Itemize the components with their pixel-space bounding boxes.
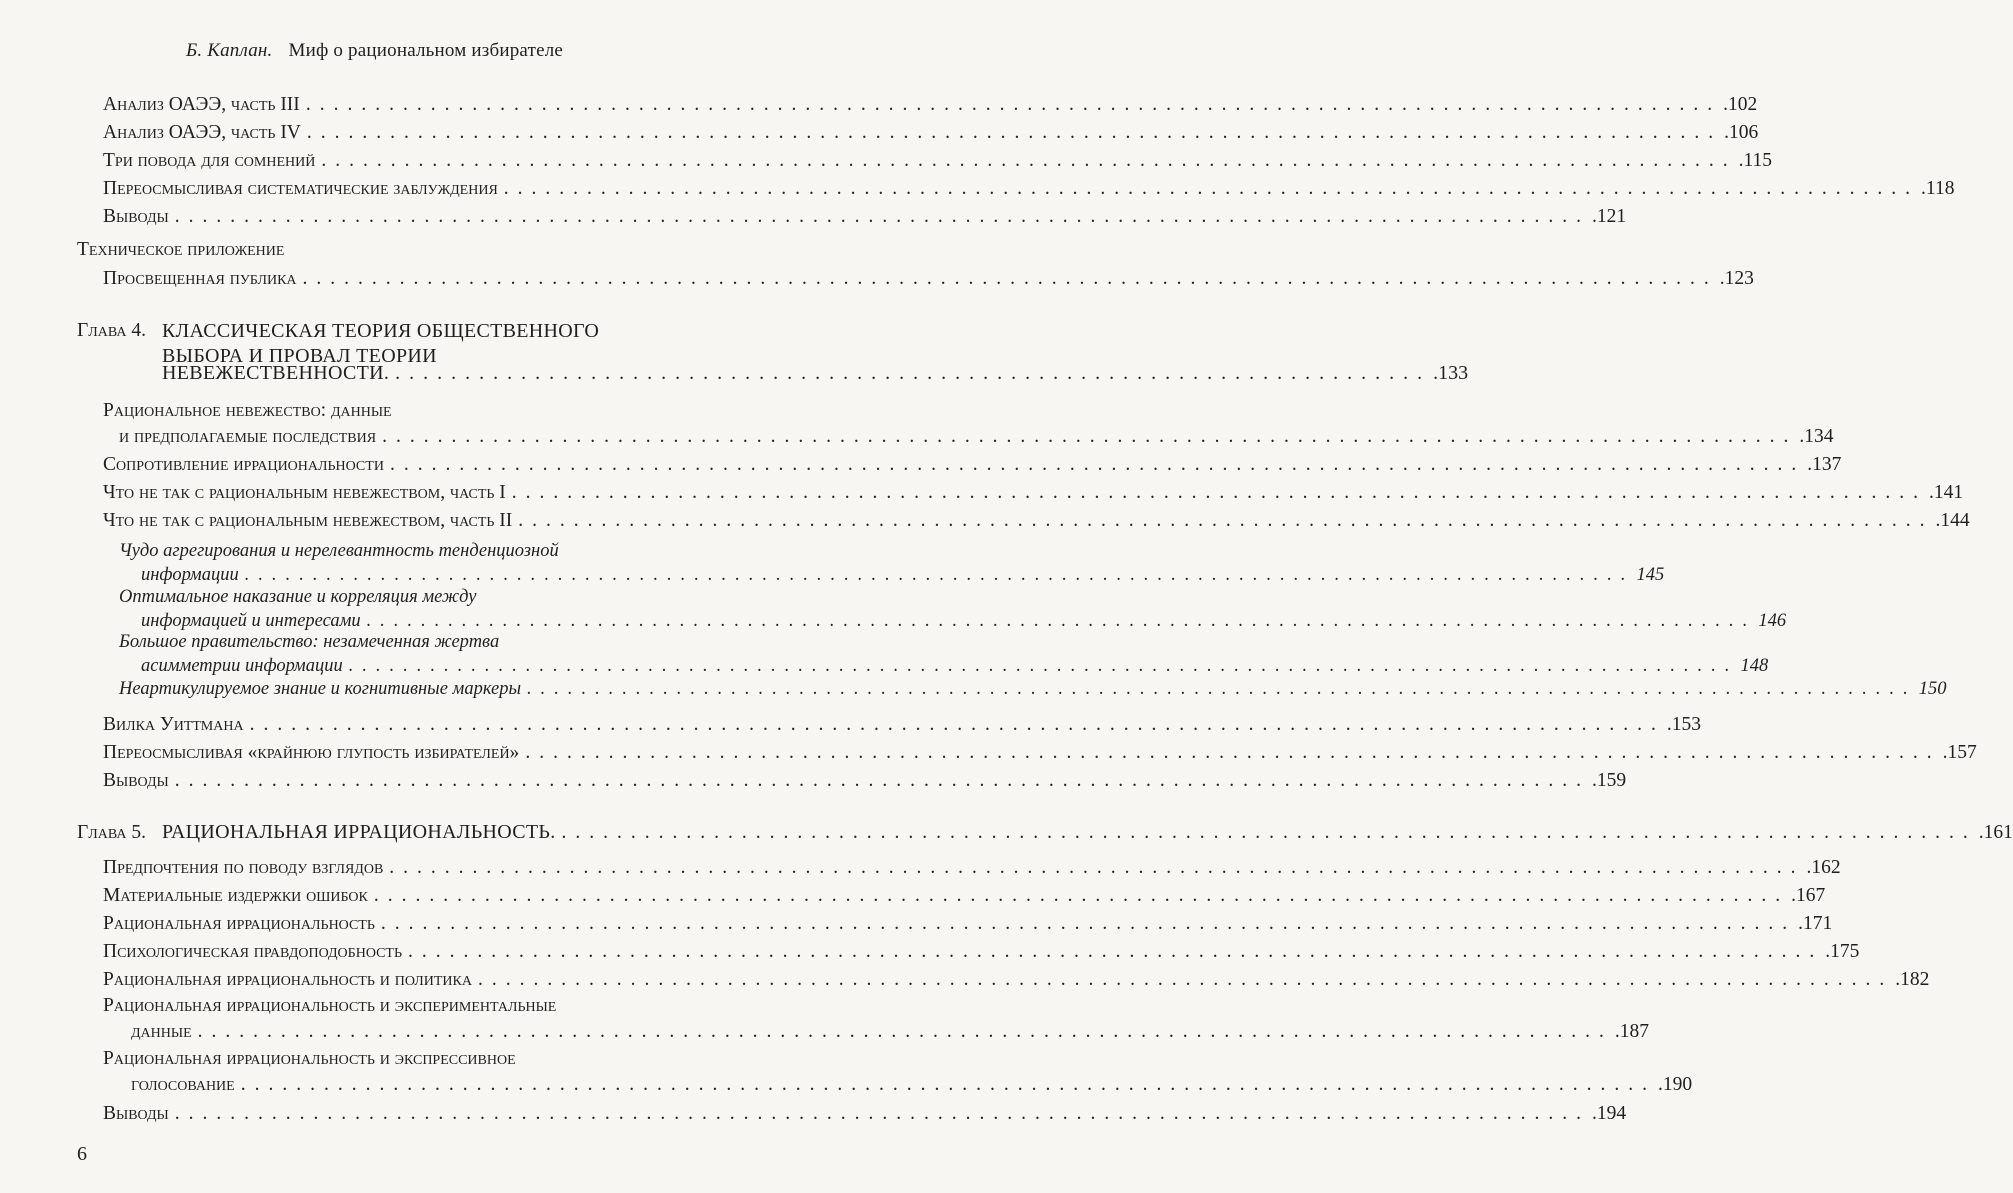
toc-entry[interactable] — [103, 712, 1701, 737]
toc-entry[interactable] — [103, 508, 1970, 533]
toc-entry-title-cont: данные — [131, 1021, 192, 1042]
page-number: 6 — [77, 1143, 87, 1165]
toc-entry[interactable] — [103, 176, 1955, 201]
toc-entry-title: Выводы — [103, 206, 169, 227]
toc-entry-title-cont: и предполагаемые последствия — [119, 426, 377, 447]
leader-dots: ...................................................................................................... — [321, 150, 1737, 171]
toc-subentry-title-cont: информации — [141, 565, 239, 585]
toc-entry-page: .121 — [1591, 206, 1627, 227]
toc-subentry-title: Неартикулируемое знание и когнитивные маркеры — [119, 679, 522, 699]
toc-entry-title: Три повода для сомнений — [103, 150, 316, 171]
leader-dots: ...................................................................................................... — [389, 454, 1806, 475]
toc-entry-page: .115 — [1738, 150, 1772, 171]
toc-subentry-title[interactable]: Большое правительство: незамеченная жертва — [119, 632, 500, 652]
toc-entry-page: .167 — [1791, 885, 1826, 906]
toc-entry[interactable] — [103, 1101, 1627, 1126]
toc-entry[interactable] — [131, 1019, 1650, 1044]
toc-subentry-title-cont: асимметрии информации — [141, 656, 343, 676]
leader-dots: ...................................................................................................... — [389, 857, 1805, 878]
toc-entry-title[interactable]: Рациональное невежество: данные — [103, 400, 392, 421]
toc-entry-title: Рациональная иррациональность — [103, 913, 375, 934]
leader-dots: ...................................................................................................... — [561, 822, 1977, 843]
chapter-page: .161 — [1978, 822, 2013, 843]
toc-entry-page: .141 — [1929, 482, 1964, 503]
toc-entry-page: 148 — [1740, 656, 1769, 676]
leader-dots: ...................................................................................................... — [240, 1074, 1656, 1095]
leader-dots: ...................................................................................................... — [503, 178, 1920, 199]
toc-entry[interactable] — [103, 855, 1841, 880]
toc-subentry[interactable] — [119, 677, 1947, 702]
toc-entry-page: .123 — [1719, 268, 1754, 289]
toc-entry-page: .102 — [1723, 94, 1758, 115]
toc-entry-title-cont: голосование — [131, 1074, 235, 1095]
running-header — [0, 40, 749, 62]
leader-dots: ...................................................................................................... — [197, 1021, 1613, 1042]
toc-entry[interactable] — [103, 452, 1842, 477]
leader-dots: ...................................................................................................... — [366, 611, 1757, 631]
leader-dots: ...................................................................................................... — [382, 426, 1798, 447]
chapter-4-title-end[interactable] — [162, 360, 1469, 386]
chapter-label: Глава 5. — [77, 822, 146, 843]
toc-entry[interactable] — [103, 768, 1627, 793]
toc-entry[interactable] — [103, 939, 1860, 964]
chapter-title-line: ВЫБОРА И ПРОВАЛ ТЕОРИИ — [162, 345, 437, 367]
leader-dots: ...................................................................................................... — [302, 268, 1718, 289]
toc-entry-page: .118 — [1921, 178, 1955, 199]
toc-entry-title: Психологическая правдоподобность — [103, 941, 403, 962]
toc-entry-page: .159 — [1591, 770, 1627, 791]
toc-entry-title[interactable]: Рациональная иррациональность и экспрессивное — [103, 1048, 516, 1069]
leader-dots: ...................................................................................................... — [305, 94, 1722, 115]
toc-entry-page: 146 — [1758, 611, 1787, 631]
toc-entry-page: .144 — [1935, 510, 1970, 531]
leader-dots: ...................................................................................................... — [244, 565, 1635, 585]
toc-entry-page: .175 — [1825, 941, 1860, 962]
toc-entry-page: .162 — [1806, 857, 1841, 878]
chapter-label: Глава 4. — [77, 320, 146, 341]
leader-dots: ...................................................................................................... — [527, 679, 1917, 699]
toc-entry-page: 150 — [1918, 679, 1947, 699]
leader-dots: ...................................................................................................... — [511, 482, 1928, 503]
leader-dots: ...................................................................................................... — [518, 510, 1934, 531]
leader-dots: ...................................................................................................... — [306, 122, 1723, 143]
toc-entry-page: 145 — [1636, 565, 1665, 585]
toc-entry-title: Предпочтения по поводу взглядов — [103, 857, 384, 878]
header-title: Миф о рациональном избирателе — [288, 40, 564, 61]
toc-entry-title: Что не так с рациональным невежеством, часть II — [103, 510, 513, 531]
leader-dots: ...................................................................................................... — [477, 969, 1894, 990]
chapter-page: .133 — [1433, 362, 1469, 384]
toc-entry[interactable] — [103, 120, 1759, 145]
toc-subentry-title[interactable]: Чудо агрегирования и нерелевантность тенденциозной — [119, 541, 559, 561]
toc-subentry-title[interactable]: Оптимальное наказание и корреляция между — [119, 587, 477, 607]
leader-dots: ...................................................................................................... — [348, 656, 1739, 676]
toc-entry[interactable] — [103, 204, 1627, 229]
leader-dots: ...................................................................................................... — [408, 941, 1824, 962]
leader-dots: ...................................................................................................... — [525, 742, 1941, 763]
toc-entry[interactable] — [103, 967, 1930, 992]
toc-entry-page: .187 — [1614, 1021, 1650, 1042]
toc-entry-page: .106 — [1724, 122, 1759, 143]
toc-entry[interactable] — [103, 480, 1964, 505]
toc-entry-title: Рациональная иррациональность и политика — [103, 969, 472, 990]
toc-entry-page: .194 — [1591, 1103, 1627, 1124]
toc-entry[interactable] — [103, 92, 1758, 117]
toc-entry-title: Что не так с рациональным невежеством, часть I — [103, 482, 506, 503]
toc-entry[interactable] — [119, 424, 1834, 449]
leader-dots: ...................................................................................................... — [174, 1103, 1590, 1124]
leader-dots: ...................................................................................................... — [174, 770, 1590, 791]
toc-entry-title: Сопротивление иррациональности — [103, 454, 384, 475]
toc-section-heading[interactable]: Техническое приложение — [77, 239, 285, 260]
chapter-title-line: КЛАССИЧЕСКАЯ ТЕОРИЯ ОБЩЕСТВЕННОГО — [162, 320, 600, 342]
toc-entry[interactable] — [103, 266, 1754, 291]
toc-entry-title: Просвещенная публика — [103, 268, 297, 289]
header-author: Б. Каплан. — [185, 40, 273, 61]
leader-dots: ...................................................................................................... — [373, 885, 1790, 906]
toc-entry-title: Переосмысливая «крайнюю глупость избирателей» — [103, 742, 520, 763]
toc-entry-page: .153 — [1666, 714, 1701, 735]
toc-entry[interactable] — [103, 911, 1833, 936]
toc-entry[interactable] — [131, 1072, 1693, 1097]
toc-entry-title: Переосмысливая систематические заблуждения — [103, 178, 498, 199]
toc-entry-page: .137 — [1807, 454, 1842, 475]
toc-entry-title: Выводы — [103, 770, 169, 791]
chapter-title: РАЦИОНАЛЬНАЯ ИРРАЦИОНАЛЬНОСТЬ. — [162, 821, 556, 843]
leader-dots: ...................................................................................................... — [174, 206, 1590, 227]
toc-entry-page: .182 — [1895, 969, 1930, 990]
toc-entry-title: Анализ ОАЭЭ, часть IV — [103, 122, 301, 143]
chapter-title-line: НЕВЕЖЕСТВЕННОСТИ. — [162, 362, 390, 384]
toc-entry-title: Анализ ОАЭЭ, часть III — [103, 94, 300, 115]
toc-entry-page: .134 — [1799, 426, 1834, 447]
toc-entry-page: .171 — [1798, 913, 1833, 934]
toc-entry-title: Материальные издержки ошибок — [103, 885, 368, 906]
leader-dots: .......................................................................... — [395, 362, 1432, 384]
toc-entry-title[interactable]: Рациональная иррациональность и экспериментальные — [103, 995, 557, 1016]
toc-entry-page: .190 — [1657, 1074, 1693, 1095]
toc-entry[interactable] — [103, 148, 1772, 173]
toc-entry[interactable] — [103, 883, 1826, 908]
toc-subentry-title-cont: информацией и интересами — [141, 611, 361, 631]
chapter-5-heading[interactable] — [77, 820, 2013, 845]
toc-entry-title: Выводы — [103, 1103, 169, 1124]
toc-entry-title: Вилка Уиттмана — [103, 714, 244, 735]
toc-entry[interactable] — [103, 740, 1977, 765]
toc-subentry[interactable] — [141, 654, 1769, 679]
leader-dots: ...................................................................................................... — [380, 913, 1797, 934]
leader-dots: ...................................................................................................... — [249, 714, 1665, 735]
toc-entry-page: .157 — [1942, 742, 1977, 763]
